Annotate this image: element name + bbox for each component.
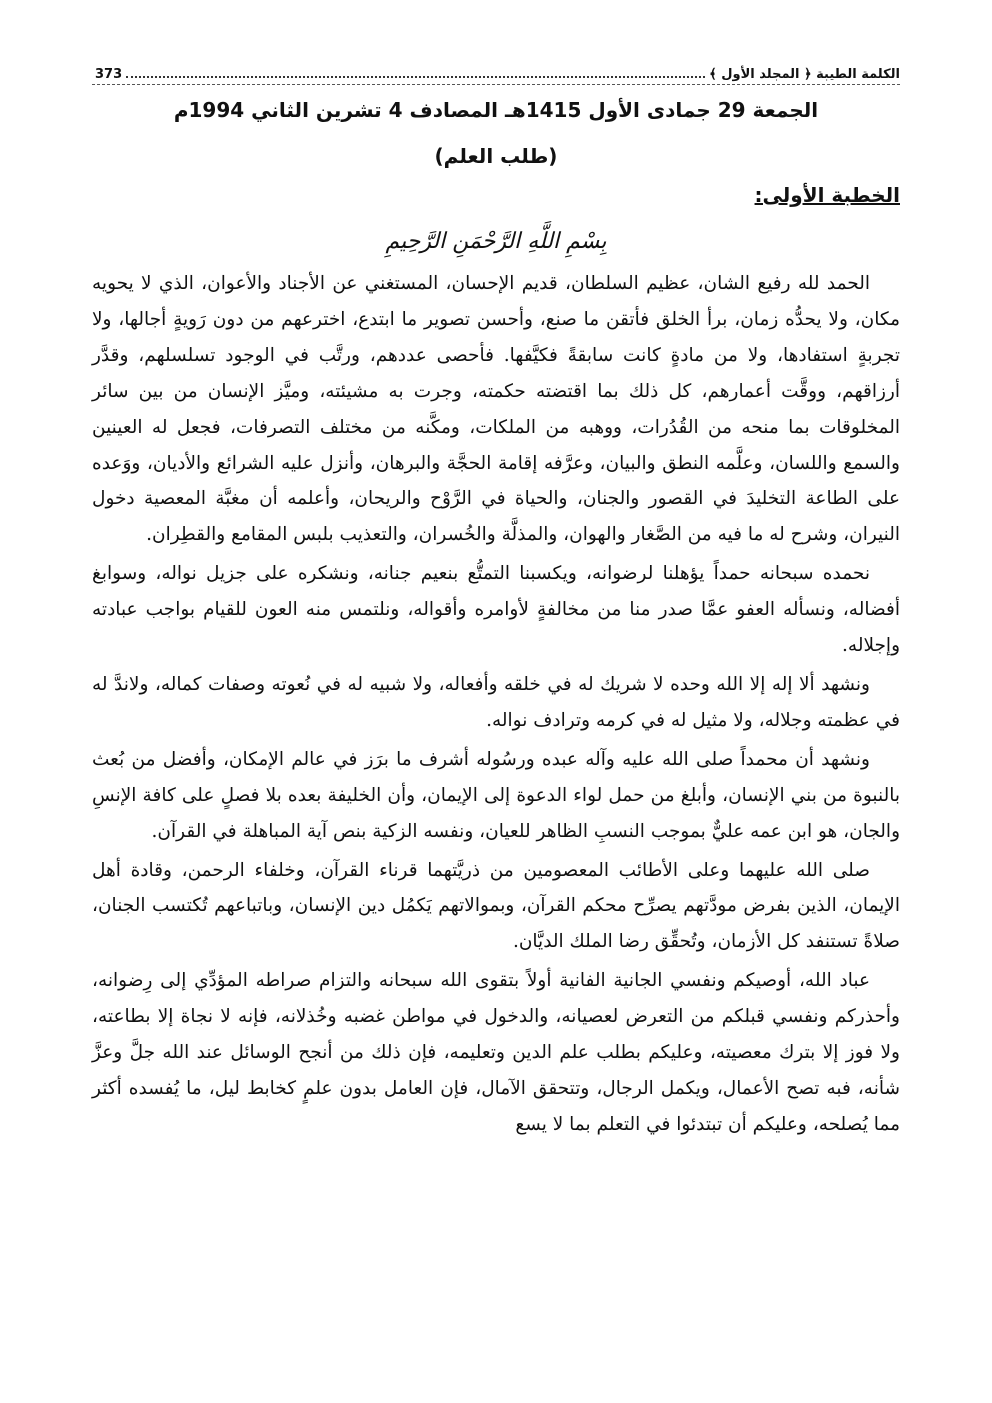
section-heading: الخطبة الأولى:	[754, 183, 900, 207]
paragraph: نحمده سبحانه حمداً يؤهلنا لرضوانه، ويكسبنا التمتُّع بنعيم جنانه، ونشكره على جزيل نواله، وسوابغ أفضاله، ونسأله العفو عمَّا صدر منا من مخالفةٍ لأوامره وأقواله، ونلتمس منه العون للقيام بواجب عبادته وإجلاله.	[92, 563, 900, 657]
page-number: 373	[95, 67, 123, 82]
header-divider	[92, 84, 900, 85]
paragraph: صلى الله عليهما وعلى الأطائب المعصومين من ذريَّتهما قرناء القرآن، وخلفاء الرحمن، وقادة أهل الإيمان، الذين بفرض مودَّتهم يصرِّح محكم القرآن، وبموالاتهم يَكمُل دين الإنسان، وباتباعهم تُكتسب الجنان، صلاةً تستنفد كل الأزمان، وتُحقِّق رضا الملك الديَّان.	[92, 859, 900, 953]
paragraph: عباد الله، أوصيكم ونفسي الجانية الفانية أولاً بتقوى الله سبحانه والتزام صراطه المؤدِّي إلى رِضوانه، وأحذركم ونفسي قبلكم من التعرض لعصيانه، والدخول في مواطن غضبه وخُذلانه، فإنه لا نجاة إلا بطاعته، ولا فوز إلا بترك معصيته، وعليكم بطلب علم الدين وتعليمه، فإن ذلك من أنجح الوسائل عند الله جلَّ وعزَّ شأنه، فبه تصح الأعمال، ويكمل الرجال، وتتحقق الآمال، فإن العامل بدون علمٍ كخابط ليل، ما يُفسده أكثر مما يُصلحه، وعليكم أن تبتدئوا في التعلم بما لا يسع	[92, 970, 900, 1135]
running-header	[95, 58, 900, 82]
paragraph: ونشهد ألا إله إلا الله وحده لا شريك له في خلقه وأفعاله، ولا شبيه له في نُعوته وصفات كماله، ولاندَّ له في عظمته وجلاله، ولا مثيل له في كرمه وترادف نواله.	[92, 673, 900, 731]
paragraph: الحمد لله رفيع الشان، عظيم السلطان، قديم الإحسان، المستغني عن الأجناد والأعوان، الذي لا يحويه مكان، ولا يحدُّه زمان، برأ الخلق فأتقن ما صنع، وأحسن تصوير ما ابتدع، اخترعهم من دون رَويةٍ أجالها، ولا تجربةٍ استفادها، ولا من مادةٍ كانت سابقةً فكيَّفها. فأحصى عددهم، ورتَّب في الوجود تسلسلهم، وقدَّر أرزاقهم، ووقَّت أعمارهم، كل ذلك بما اقتضته حكمته، وجرت به مشيئته، وميَّز الإنسان من بين سائر المخلوقات بما منحه من القُدُرات، ووهبه من الملكات، ومكَّنه من مختلف التصرفات، فجعل له العينين والسمع واللسان، وعلَّمه النطق والبيان، وعرَّفه إقامة الحجَّة والبرهان، وأنزل عليه الشرائع والأديان، ووَعده على الطاعة التخليدَ في القصور والجنان، والحياة في الرَّوْح والريحان، وأعلمه أن مغبَّة المعصية دخول النيران، وشرح له ما فيه من الصَّغار والهوان، والمذلَّة والخُسران، والتعذيب بلبس المقامع والقطِران.	[92, 273, 900, 546]
sermon-date-title: الجمعة 29 جمادى الأول 1415هـ المصادف 4 تشرين الثاني 1994م	[173, 98, 819, 122]
sermon-topic: (طلب العلم)	[434, 144, 558, 168]
paragraph: ونشهد أن محمداً صلى الله عليه وآله عبده ورسُوله أشرف ما برَز في عالم الإمكان، وأفضل من بُعث بالنبوة من بني الإنسان، وأبلغ من حمل لواء الدعوة إلى الإيمان، وأن الخليفة بعده بلا فصلٍ على كافة الإنسِ والجان، هو ابن عمه عليٌّ بموجب النسبِ الظاهر للعيان، ونفسه الزكية بنص آية المباهلة في القرآن.	[92, 748, 900, 842]
sermon-body	[92, 266, 900, 1146]
journal-title: الكلمة الطيبة ﴿ المجلد الأول ﴾	[709, 67, 900, 82]
basmala-calligraphy: بِسْمِ اللَّهِ الرَّحْمَنِ الرَّحِيمِ	[385, 229, 607, 254]
header-dot-leader	[126, 76, 705, 78]
